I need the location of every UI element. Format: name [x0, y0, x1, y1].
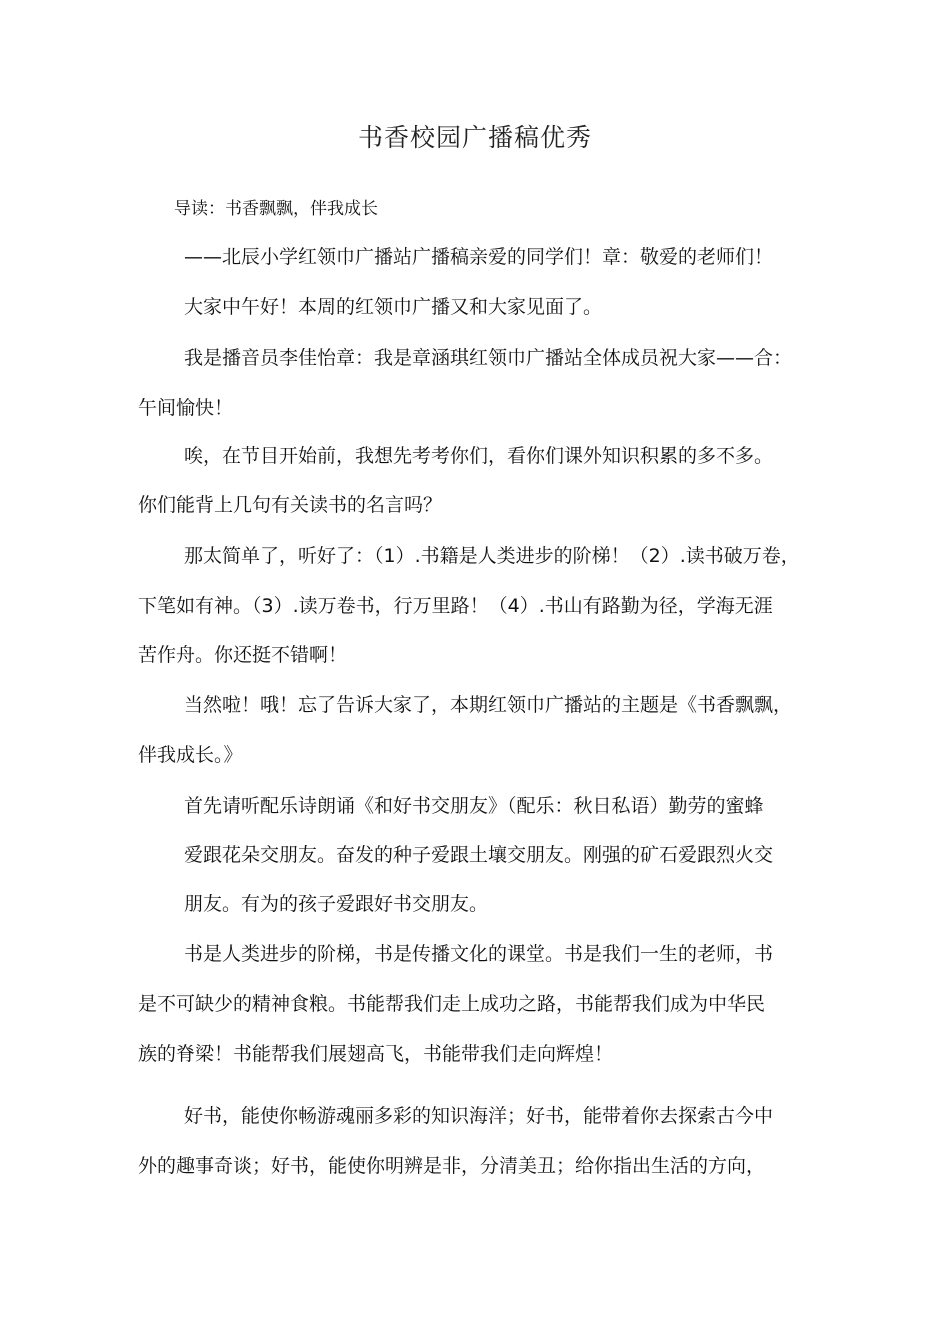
text-line-19: 外的趣事奇谈；好书，能使你明辨是非，分清美丑；给你指出生活的方向，: [138, 1155, 766, 1177]
text-line-12: 首先请听配乐诗朗诵《和好书交朋友》（配乐：秋日私语）勤劳的蜜蜂: [184, 795, 764, 817]
text-line-13: 爱跟花朵交朋友。奋发的种子爱跟土壤交朋友。刚强的矿石爱跟烈火交: [184, 844, 774, 866]
text-line-16: 是不可缺少的精神食粮。书能帮我们走上成功之路，书能帮我们成为中华民: [138, 993, 766, 1015]
text-line-1: ——北辰小学红领巾广播站广播稿亲爱的同学们！章：敬爱的老师们！: [184, 246, 774, 268]
lead-line: 导读：书香飘飘，伴我成长: [174, 199, 378, 219]
text-line-9: 苦作舟。你还挺不错啊！: [138, 644, 348, 666]
text-line-5: 唉，在节目开始前，我想先考考你们，看你们课外知识积累的多不多。: [184, 445, 774, 467]
text-line-18: 好书，能使你畅游魂丽多彩的知识海洋；好书，能带着你去探索古今中: [184, 1105, 774, 1127]
text-line-10: 当然啦！哦！忘了告诉大家了，本期红领巾广播站的主题是《书香飘飘，: [184, 694, 793, 716]
text-line-4: 午间愉快！: [138, 397, 234, 419]
text-line-15: 书是人类进步的阶梯，书是传播文化的课堂。书是我们一生的老师，书: [184, 943, 774, 965]
text-line-7: 那太简单了，听好了：（1）.书籍是人类进步的阶梯！（2）.读书破万卷，: [184, 545, 800, 567]
document-title: 书香校园广播稿优秀: [357, 123, 592, 152]
text-line-2: 大家中午好！本周的红领巾广播又和大家见面了。: [184, 296, 603, 318]
text-line-6: 你们能背上几句有关读书的名言吗？: [138, 494, 443, 516]
text-line-11: 伴我成长。》: [138, 744, 243, 766]
text-line-8: 下笔如有神。（3）.读万卷书，行万里路！（4）.书山有路勤为径，学海无涯: [138, 595, 773, 617]
text-line-3: 我是播音员李佳怡章：我是章涵琪红领巾广播站全体成员祝大家——合：: [184, 347, 793, 369]
text-line-14: 朋友。有为的孩子爱跟好书交朋友。: [184, 893, 489, 915]
text-line-17: 族的脊梁！书能帮我们展翅高飞，书能带我们走向辉煌！: [138, 1043, 614, 1065]
